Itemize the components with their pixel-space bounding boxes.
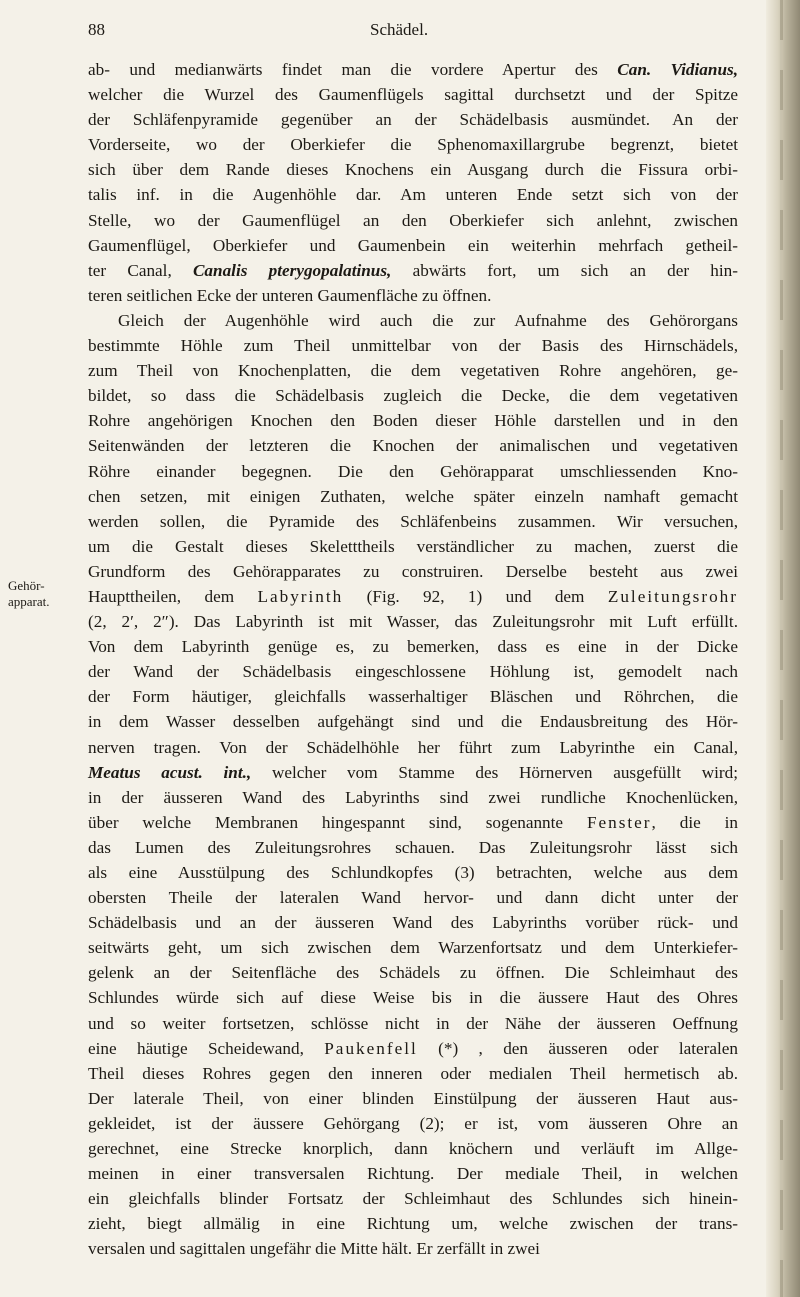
italic-term: Canalis pterygopalatinus, (192, 260, 392, 280)
text-segment: gelenk an der Seitenfläche des Schädels zu öffnen. Die Schleimhaut des (88, 963, 738, 983)
text-line (88, 960, 738, 985)
text-line (88, 107, 738, 132)
running-head (80, 12, 740, 42)
text-line (88, 609, 738, 634)
text-segment: Grundform des Gehörapparates zu construiren. Derselbe besteht aus zwei (88, 561, 738, 581)
text-segment: gerechnet, eine Strecke knorplich, dann knöchern und verläuft im Allge- (88, 1139, 738, 1159)
text-segment: in der äusseren Wand des Labyrinths sind zwei rundliche Knochenlücken, (88, 787, 738, 807)
text-segment: Haupttheilen, dem (88, 586, 258, 606)
text-line (88, 82, 738, 107)
text-segment: sich über dem Rande dieses Knochens ein Ausgang durch die Fissura orbi- (88, 160, 738, 180)
text-line (88, 1036, 738, 1061)
text-line (88, 358, 738, 383)
text-line (88, 910, 738, 935)
text-line (88, 57, 738, 82)
text-segment: Der laterale Theil, von einer blinden Einstülpung der äusseren Haut aus- (88, 1088, 738, 1108)
text-line (88, 810, 738, 835)
text-segment: werden sollen, die Pyramide des Schläfenbeins zusammen. Wir versuchen, (88, 511, 738, 531)
text-segment: Schlundes würde sich auf diese Weise bis in die äussere Haut des Ohres (88, 988, 738, 1008)
text-segment: das Lumen des Zuleitungsrohres schauen. Das Zuleitungsrohr lässt sich (88, 837, 738, 857)
text-segment: Rohre angehörigen Knochen den Boden dieser Höhle darstellen und in den (88, 411, 738, 431)
italic-term: Can. Vidianus, (617, 60, 738, 79)
text-segment: abwärts fort, um sich an der hin- (391, 260, 738, 280)
page-edge (766, 0, 800, 1297)
text-segment: chen setzen, mit einigen Zuthaten, welche später einzeln namhaft gemacht (88, 486, 738, 506)
header-title: Schädel. (370, 20, 429, 39)
text-segment: (*) , den äusseren oder lateralen (417, 1038, 738, 1058)
text-segment: in dem Wasser desselben aufgehängt sind und die Endausbreitung des Hör- (88, 712, 738, 732)
text-line (88, 885, 738, 910)
text-segment: Theil dieses Rohres gegen den inneren oder medialen Theil hermetisch ab. (88, 1063, 738, 1083)
text-segment: Vorderseite, wo der Oberkiefer die Sphenomaxillargrube begrenzt, bietet (88, 135, 738, 155)
text-segment: seitwärts geht, um sich zwischen dem Warzenfortsatz und dem Unterkiefer- (88, 938, 738, 958)
text-segment: und so weiter fortsetzen, schlösse nicht in der Nähe der äusseren Oeffnung (88, 1013, 738, 1033)
text-segment: bestimmte Höhle zum Theil unmittelbar von der Basis des Hirnschädels, (88, 336, 738, 356)
text-segment: , die in (651, 812, 738, 832)
text-segment: ter Canal, (88, 260, 193, 280)
text-segment: talis inf. in die Augenhöhle dar. Am unteren Ende setzt sich von der (88, 185, 738, 205)
text-line (88, 584, 738, 609)
margin-note-line: apparat. (8, 594, 50, 609)
text-line (88, 1061, 738, 1086)
text-line (88, 985, 738, 1010)
text-segment: eine häutige Scheidewand, (88, 1038, 325, 1058)
text-line (88, 760, 738, 785)
text-line (88, 433, 738, 458)
text-line (88, 534, 738, 559)
text-line (88, 182, 738, 207)
text-segment: (Fig. 92, 1) und dem (343, 586, 608, 606)
text-segment: um die Gestalt dieses Skeletttheils verständlicher zu machen, zuerst die (88, 536, 738, 556)
text-line (88, 935, 738, 960)
text-line (88, 157, 738, 182)
text-line (88, 684, 738, 709)
text-segment: welcher vom Stamme des Hörnerven ausgefüllt wird; (251, 762, 738, 782)
text-segment: bildet, so dass die Schädelbasis zugleich die Decke, die dem vegetativen (88, 386, 738, 406)
text-line (88, 283, 738, 308)
text-segment: teren seitlichen Ecke der unteren Gaumenfläche zu öffnen. (88, 285, 492, 305)
text-line (88, 1011, 738, 1036)
text-line (88, 233, 738, 258)
text-segment: der Wand der Schädelbasis eingeschlossene Höhlung ist, gemodelt nach (88, 662, 738, 682)
text-line (88, 1211, 738, 1236)
text-segment: Stelle, wo der Gaumenflügel an den Oberkiefer sich anlehnt, zwischen (88, 210, 738, 230)
text-line (88, 509, 738, 534)
text-segment: als eine Ausstülpung des Schlundkopfes (3) betrachten, welche aus dem (88, 863, 738, 882)
spaced-term: Zuleitungsrohr (607, 586, 738, 606)
text-line (88, 208, 738, 233)
text-line (88, 634, 738, 659)
spaced-term: Labyrinth (257, 586, 344, 606)
text-line (88, 559, 738, 584)
text-line (88, 333, 738, 358)
text-line (88, 785, 738, 810)
spaced-term: Fenster (586, 812, 652, 832)
text-segment: Gleich der Augenhöhle wird auch die zur Aufnahme des Gehörorgans (118, 310, 738, 330)
text-segment: zieht, biegt allmälig in eine Richtung um, welche zwischen der trans- (88, 1214, 738, 1234)
text-segment: der Form häutiger, gleichfalls wasserhaltiger Bläschen und Röhrchen, die (88, 687, 738, 707)
text-segment: ab- und medianwärts findet man die vordere Apertur des (88, 60, 618, 79)
text-line (88, 383, 738, 408)
text-segment: gekleidet, ist der äussere Gehörgang (2); er ist, vom äusseren Ohre an (88, 1113, 738, 1133)
text-segment: meinen in einer transversalen Richtung. Der mediale Theil, in welchen (88, 1164, 738, 1184)
body-text (88, 57, 738, 1262)
text-line (88, 1161, 738, 1186)
text-line (88, 735, 738, 760)
text-line (88, 1136, 738, 1161)
page-number: 88 (88, 20, 105, 39)
text-line (88, 835, 738, 860)
text-segment: der Schläfenpyramide gegenüber an der Schädelbasis ausmündet. An der (88, 110, 738, 130)
text-segment: zum Theil von Knochenplatten, die dem vegetativen Rohre angehören, ge- (88, 361, 738, 381)
text-segment: nerven tragen. Von der Schädelhöhle her führt zum Labyrinthe ein Canal, (88, 737, 738, 757)
text-segment: Gaumenflügel, Oberkiefer und Gaumenbein ein weiterhin mehrfach getheil- (88, 235, 738, 255)
text-line (88, 1236, 738, 1261)
text-segment: Schädelbasis und an der äusseren Wand des Labyrinths vorüber rück- und (88, 913, 738, 933)
text-segment: Röhre einander begegnen. Die den Gehörapparat umschliessenden Kno- (88, 461, 738, 481)
text-line (88, 484, 738, 509)
text-line (88, 1111, 738, 1136)
text-line (88, 132, 738, 157)
text-line (88, 860, 738, 885)
spaced-term: Paukenfell (324, 1038, 418, 1058)
text-segment: Seitenwänden der letzteren die Knochen der animalischen und vegetativen (88, 436, 738, 456)
italic-term: Meatus acust. int., (88, 762, 252, 782)
text-segment: welcher die Wurzel des Gaumenflügels sagittal durchsetzt und der Spitze (88, 85, 738, 105)
text-segment: über welche Membranen hingespannt sind, sogenannte (88, 812, 587, 832)
text-line (88, 408, 738, 433)
text-line (88, 1186, 738, 1211)
text-line (88, 1086, 738, 1111)
margin-note (8, 578, 68, 610)
text-segment: (2, 2′, 2″). Das Labyrinth ist mit Wasser, das Zuleitungsrohr mit Luft erfüllt. (88, 612, 738, 632)
text-line (88, 459, 738, 484)
text-segment: Von dem Labyrinth genüge es, zu bemerken, dass es eine in der Dicke (88, 637, 738, 657)
text-segment: versalen und sagittalen ungefähr die Mitte hält. Er zerfällt in zwei (88, 1239, 540, 1259)
margin-note-line: Gehör- (8, 578, 45, 593)
text-line (88, 258, 738, 283)
text-line (88, 659, 738, 684)
text-segment: ein gleichfalls blinder Fortsatz der Schleimhaut des Schlundes sich hinein- (88, 1189, 738, 1209)
text-line (88, 709, 738, 734)
text-segment: obersten Theile der lateralen Wand hervor- und dann dicht unter der (88, 888, 738, 908)
text-line (88, 308, 738, 333)
